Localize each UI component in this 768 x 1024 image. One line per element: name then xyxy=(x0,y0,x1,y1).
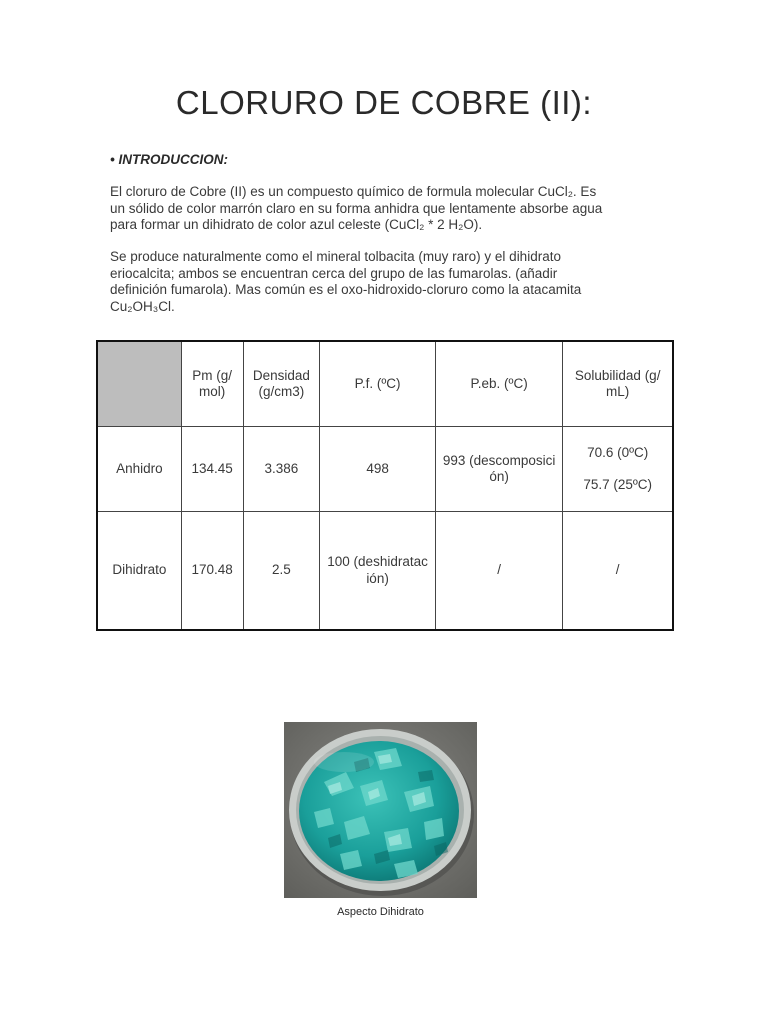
cell-solubilidad: / xyxy=(563,512,673,631)
occurrence-paragraph xyxy=(110,249,670,315)
text-line: definición fumarola). Mas común es el oxo-hidroxido-cloruro como la atacamita xyxy=(110,282,582,297)
row-label-dihidrato: Dihidrato xyxy=(97,512,181,631)
text-line: Cu₂OH₃Cl. xyxy=(110,298,175,314)
cell-solubilidad xyxy=(563,427,673,512)
cell-peb: 993 (descomposición) xyxy=(435,427,563,512)
cell-peb: / xyxy=(435,512,563,631)
section-heading: • INTRODUCCION: xyxy=(110,152,228,167)
row-label-anhidro: Anhidro xyxy=(97,427,181,512)
cell-densidad: 2.5 xyxy=(243,512,320,631)
page-title: CLORURO DE COBRE (II): xyxy=(175,84,593,121)
solubility-value: 75.7 (25ºC) xyxy=(583,477,653,492)
text-line: Se produce naturalmente como el mineral tolbacita (muy raro) y el dihidrato xyxy=(110,249,561,264)
header-cell-peb: P.eb. (ºC) xyxy=(435,341,563,427)
cell-pf: 498 xyxy=(320,427,436,512)
cell-pm: 170.48 xyxy=(181,512,243,631)
cell-densidad: 3.386 xyxy=(243,427,320,512)
dish-gloss xyxy=(314,752,374,772)
text-line: El cloruro de Cobre (II) es un compuesto químico de formula molecular CuCl₂. Es xyxy=(110,184,597,199)
header-cell-densidad: Densidad (g/cm3) xyxy=(243,341,320,427)
spacer xyxy=(569,461,666,477)
text-line: para formar un dihidrato de color azul celeste (CuCl₂ * 2 H₂O). xyxy=(110,217,483,232)
header-cell-pf: P.f. (ºC) xyxy=(320,341,436,427)
table-row xyxy=(97,512,673,631)
cell-pf: 100 (deshidratación) xyxy=(320,512,436,631)
text-line: un sólido de color marrón claro en su forma anhidra que lentamente absorbe agua xyxy=(110,200,603,216)
dihydrate-photo xyxy=(284,722,477,898)
cell-pm: 134.45 xyxy=(181,427,243,512)
solubility-value: 70.6 (0ºC) xyxy=(587,444,649,460)
figure-caption: Aspecto Dihidrato xyxy=(337,906,424,918)
intro-paragraph xyxy=(110,184,670,234)
header-cell-solubilidad: Solubilidad (g/mL) xyxy=(563,341,673,427)
corner-cell xyxy=(97,341,181,427)
header-cell-pm: Pm (g/mol) xyxy=(181,341,243,427)
properties-table xyxy=(96,340,674,631)
table-header-row xyxy=(97,341,673,427)
text-line: eriocalcita; ambos se encuentran cerca del grupo de las fumarolas. (añadir xyxy=(110,265,558,281)
table-row xyxy=(97,427,673,512)
